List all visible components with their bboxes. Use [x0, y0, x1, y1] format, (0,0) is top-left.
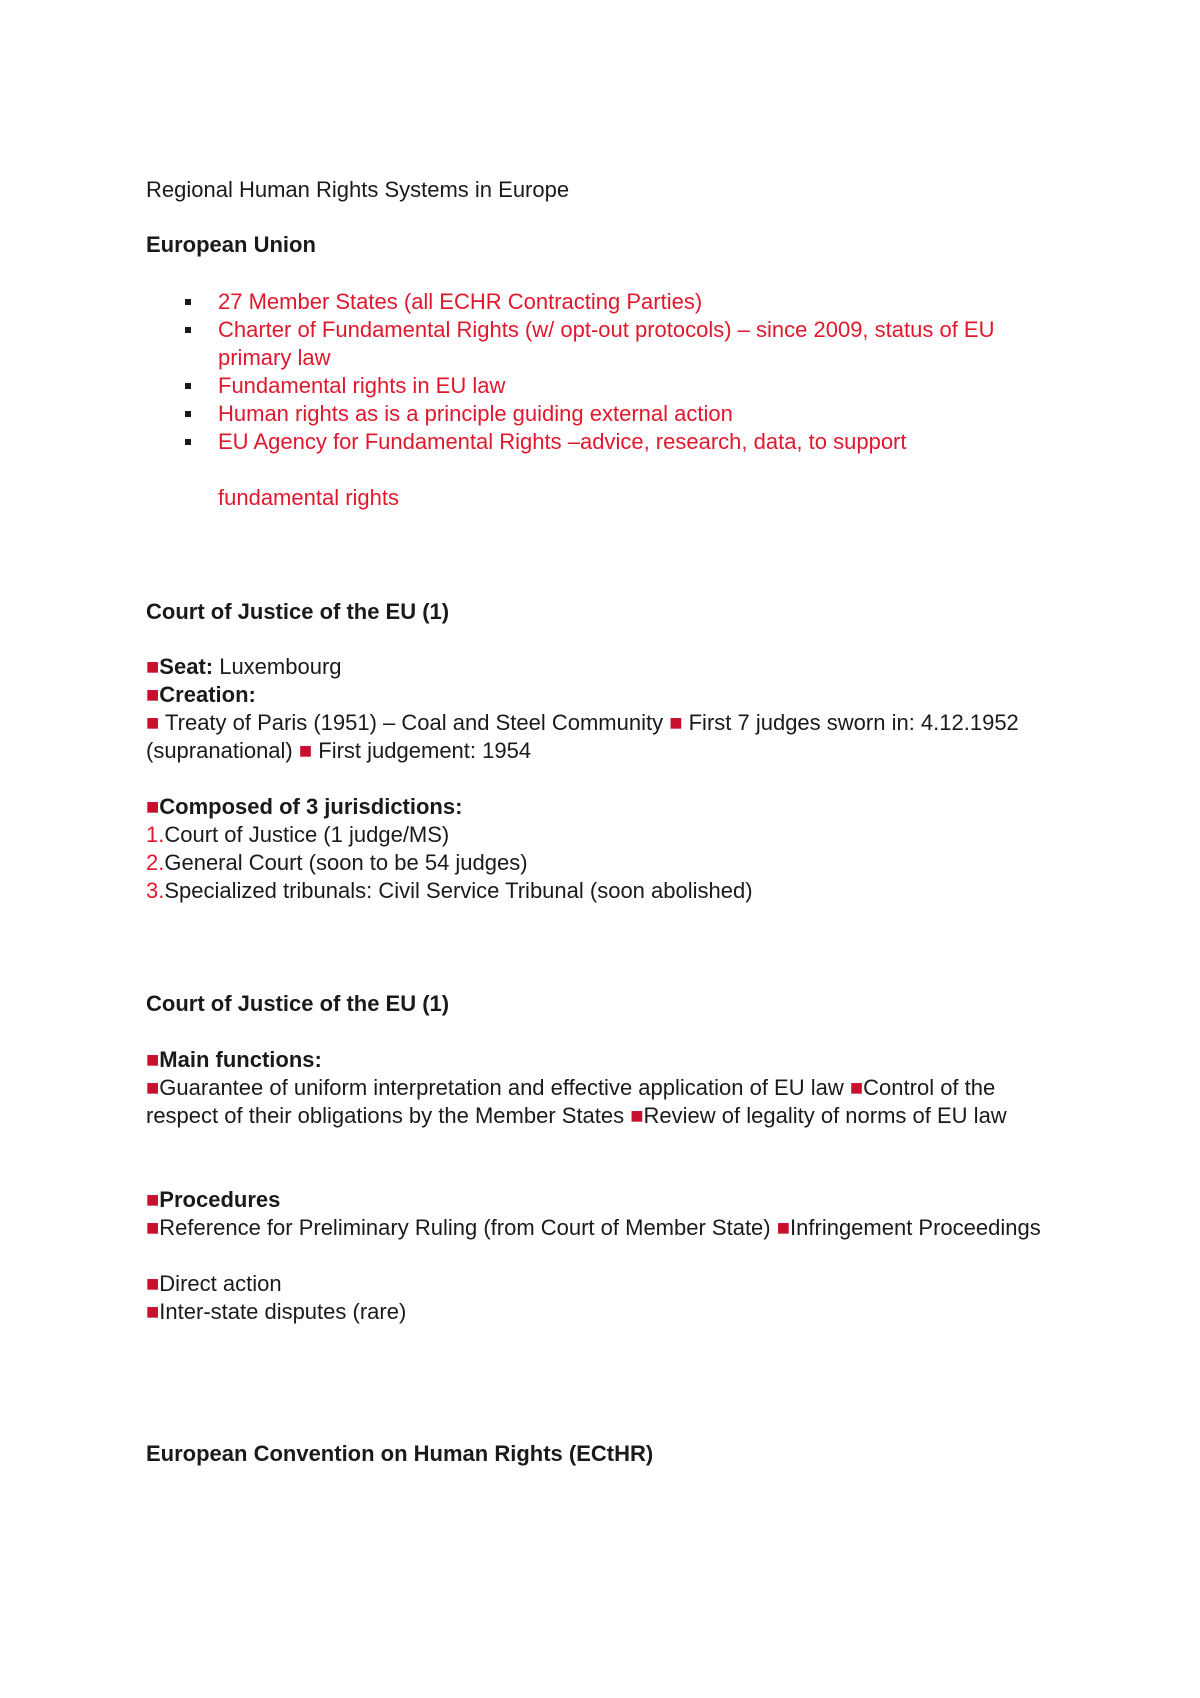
- creation-item: First 7 judges sworn in: 4.12.1952 (supranational): [146, 710, 1019, 763]
- cjeu1-heading: Court of Justice of the EU (1): [146, 599, 450, 624]
- eu-bullet-continuation: fundamental rights: [218, 485, 399, 510]
- list-item: EU Agency for Fundamental Rights –advice, research, data, to support: [146, 428, 1066, 456]
- echr-heading: European Convention on Human Rights (ECtHR): [146, 1441, 654, 1466]
- item-text: Specialized tribunals: Civil Service Tribunal (soon abolished): [164, 878, 753, 903]
- list-item: Human rights as is a principle guiding external action: [146, 400, 1066, 428]
- function-item: Guarantee of uniform interpretation and effective application of EU law: [159, 1075, 850, 1100]
- list-item: [146, 821, 1066, 849]
- procedure-item: Inter-state disputes (rare): [159, 1299, 407, 1324]
- composed-label: Composed of 3 jurisdictions:: [159, 794, 463, 819]
- item-text: General Court (soon to be 54 judges): [164, 850, 528, 875]
- square-bullet-icon: ■: [146, 654, 160, 679]
- list-item: Fundamental rights in EU law: [146, 372, 1066, 400]
- square-bullet-icon: ■: [146, 710, 160, 735]
- procedures-more: [146, 1270, 1066, 1326]
- list-item: [146, 1270, 1066, 1298]
- square-bullet-icon: ■: [630, 1103, 644, 1128]
- composed-line: [146, 793, 1066, 821]
- procedures-line: [146, 1186, 1066, 1214]
- seat-line: [146, 653, 1066, 681]
- function-item: Control of the respect of their obligations by the Member States: [146, 1075, 996, 1128]
- square-bullet-icon: ■: [776, 1215, 791, 1240]
- square-bullet-icon: ■: [146, 1271, 160, 1296]
- list-item: [146, 877, 1066, 905]
- square-bullet-icon: ■: [298, 738, 313, 763]
- procedure-item: Infringement Proceedings: [790, 1215, 1041, 1240]
- creation-details: [146, 709, 1066, 765]
- square-bullet-icon: ■: [146, 1075, 160, 1100]
- cjeu2-heading: Court of Justice of the EU (1): [146, 991, 450, 1016]
- seat-value: Luxembourg: [213, 654, 342, 679]
- procedures-details: [146, 1214, 1066, 1242]
- jurisdiction-list: [146, 821, 1066, 905]
- item-text: Court of Justice (1 judge/MS): [164, 822, 450, 847]
- procedure-item: Reference for Preliminary Ruling (from Court of Member State): [159, 1215, 777, 1240]
- square-bullet-icon: ■: [146, 682, 160, 707]
- item-number: 3.: [146, 878, 165, 903]
- list-item: [146, 849, 1066, 877]
- square-bullet-icon: ■: [146, 1187, 160, 1212]
- list-item: Charter of Fundamental Rights (w/ opt-out protocols) – since 2009, status of EU primary law: [146, 316, 1066, 372]
- square-bullet-icon: ■: [849, 1075, 864, 1100]
- creation-item: Treaty of Paris (1951) – Coal and Steel Community: [159, 710, 670, 735]
- eu-bullet-list: [146, 288, 1066, 456]
- list-item: 27 Member States (all ECHR Contracting Parties): [146, 288, 1066, 316]
- item-number: 2.: [146, 850, 165, 875]
- item-number: 1.: [146, 822, 165, 847]
- square-bullet-icon: ■: [146, 1215, 160, 1240]
- seat-label: Seat:: [159, 654, 214, 679]
- eu-heading: European Union: [146, 232, 316, 257]
- procedures-label: Procedures: [159, 1187, 281, 1212]
- creation-line: [146, 681, 1066, 709]
- creation-item: First judgement: 1954: [312, 738, 532, 763]
- list-item: [146, 1298, 1066, 1326]
- procedure-item: Direct action: [159, 1271, 282, 1296]
- document-title: Regional Human Rights Systems in Europe: [146, 177, 570, 202]
- function-item: Review of legality of norms of EU law: [643, 1103, 1007, 1128]
- functions-label: Main functions:: [159, 1047, 322, 1072]
- square-bullet-icon: ■: [146, 1047, 160, 1072]
- square-bullet-icon: ■: [146, 1299, 160, 1324]
- functions-details: [146, 1074, 1066, 1130]
- square-bullet-icon: ■: [669, 710, 683, 735]
- functions-line: [146, 1046, 1066, 1074]
- square-bullet-icon: ■: [146, 794, 160, 819]
- creation-label: Creation:: [159, 682, 256, 707]
